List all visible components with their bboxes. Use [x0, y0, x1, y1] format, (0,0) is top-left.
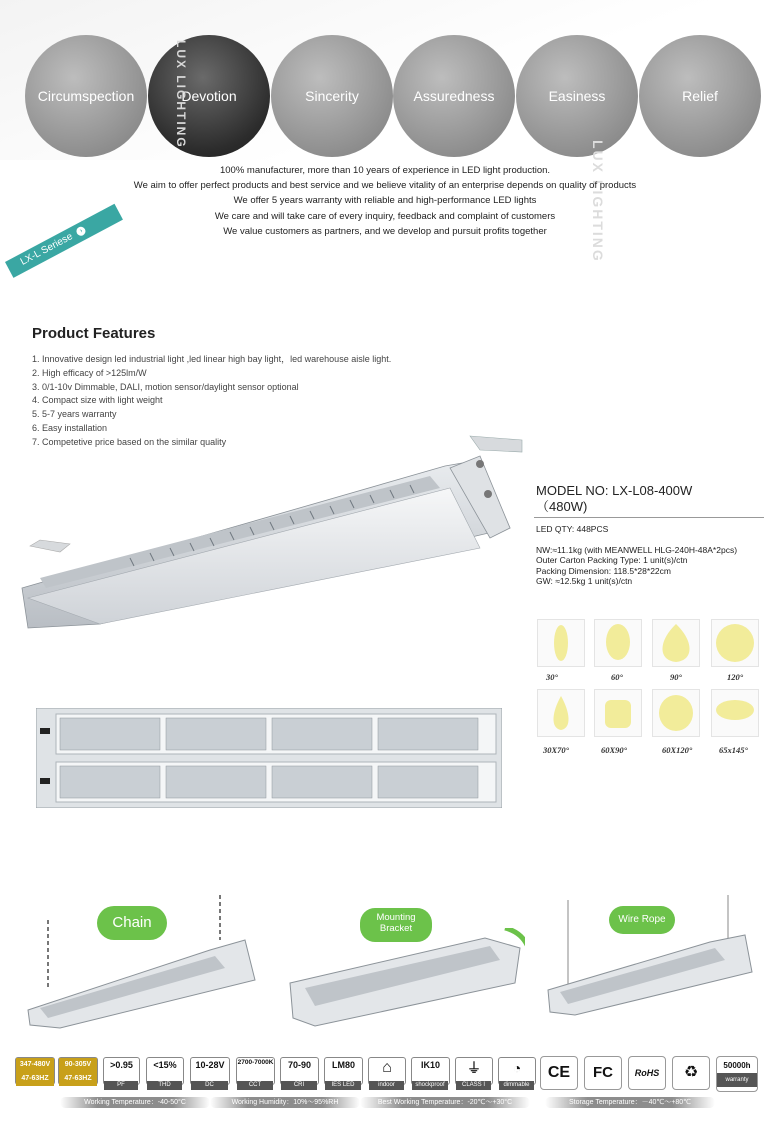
icon-label: IES LED [325, 1081, 361, 1090]
watermark-right: LUX LIGHTING [590, 140, 606, 263]
working-temperature: Working Temperature：-40-50°C [60, 1097, 210, 1108]
watermark-left: LUX LIGHTING [174, 40, 188, 149]
best-working-temperature: Best Working Temperature：-20℃～+30°C [360, 1097, 530, 1108]
beam-diagram-120 [711, 619, 759, 667]
intro-line: We care and will take care of every inquiry, feedback and complaint of customers [214, 210, 556, 222]
icon-value: IK10 [420, 1060, 440, 1070]
model-wattage: （480W) [536, 499, 588, 514]
value-circle-sincerity [271, 35, 393, 157]
feature-item: 6. Easy installation [32, 422, 108, 433]
feature-item: 7. Competetive price based on the similar quality [32, 436, 227, 447]
product-image-front [36, 708, 502, 808]
icon-label: dimmable [499, 1081, 534, 1090]
beam-label: 120° [727, 672, 744, 682]
beam-diagram-60x120 [652, 689, 700, 737]
input-voltage-1-icon [15, 1057, 55, 1085]
icon-value: 90-305V [59, 1058, 97, 1072]
value-label: Sincerity [305, 88, 359, 104]
house-icon: ⌂ [382, 1059, 392, 1076]
fc-icon: FC [584, 1056, 622, 1090]
bubble-line: Mounting [376, 912, 416, 923]
beam-diagram-65x145 [711, 689, 759, 737]
value-label: Easiness [548, 88, 606, 104]
icon-label: 47-63HZ [16, 1072, 54, 1086]
value-label: Devotion [181, 88, 237, 104]
feature-item: 4. Compact size with light weight [32, 395, 163, 406]
packing-type: Outer Carton Packing Type: 1 unit(s)/ctn [536, 555, 688, 565]
beam-diagram-30x70 [537, 689, 585, 737]
dimmer-icon: ◔ [512, 1060, 522, 1076]
features-title: Product Features [32, 325, 156, 342]
icon-value: 2700-7000K [237, 1059, 274, 1066]
beam-label: 65x145° [719, 745, 748, 755]
company-intro [0, 163, 770, 239]
beam-diagram-30 [537, 619, 585, 667]
input-voltage-2-icon [58, 1057, 98, 1085]
icon-label: DC [191, 1081, 228, 1090]
value-circle-assuredness [393, 35, 515, 157]
ground-icon: ⏚ [467, 1060, 481, 1076]
net-weight: NW:≈11.1kg (with MEANWELL HLG-240H-48A*2pcs) [536, 544, 738, 555]
value-circle-relief [639, 35, 761, 157]
feature-item: 3. 0/1-10v Dimmable, DALI, motion sensor/daylight sensor optional [32, 381, 299, 392]
icon-value: >0.95 [110, 1060, 133, 1070]
feature-item: 2. High efficacy of >125lm/W [32, 367, 147, 378]
warranty-hours: 50000h [723, 1061, 751, 1070]
icon-value: 70-90 [287, 1060, 312, 1070]
icon-label: PF [104, 1081, 138, 1090]
icon-label: CRI [281, 1081, 317, 1090]
icon-label: indoor [369, 1081, 404, 1090]
icon-label: 47-63HZ [59, 1072, 97, 1086]
beam-label: 90° [670, 672, 682, 682]
intro-line: 100% manufacturer, more than 10 years of experience in LED light production. [219, 165, 551, 176]
icon-label: CCT [237, 1081, 273, 1090]
icon-label: shockproof [412, 1081, 448, 1090]
value-circle-easiness [516, 35, 638, 157]
warranty-icon [716, 1056, 758, 1092]
value-label: Relief [682, 88, 718, 104]
wire-rope-bubble: Wire Rope [609, 906, 675, 934]
ce-icon: CE [540, 1056, 578, 1090]
value-label: Circumspection [37, 88, 135, 104]
beam-label: 60X90° [601, 745, 628, 755]
weee-icon: ♻ [672, 1056, 710, 1090]
beam-label: 30° [546, 672, 558, 682]
packing-dimension: Packing Dimension: 118.5*28*22cm [536, 565, 671, 576]
feature-item: 1. Innovative design led industrial light ,led linear high bay light，led warehouse aisle light. [32, 354, 392, 364]
beam-label: 60X120° [662, 745, 693, 755]
spec-panel [534, 483, 764, 587]
bracket-mount-image [285, 928, 525, 1028]
bracket-bubble [360, 908, 432, 942]
gross-weight: GW: ≈12.5kg 1 unit(s)/ctn [536, 576, 633, 586]
led-qty: LED QTY: 448PCS [536, 524, 609, 534]
icon-label: warranty [717, 1073, 757, 1087]
icon-label: CLASS I [456, 1081, 491, 1090]
feature-item: 5. 5-7 years warranty [32, 409, 117, 420]
beam-label: 30X70° [543, 745, 570, 755]
icon-value: LM80 [331, 1060, 355, 1070]
beam-diagram-90 [652, 619, 700, 667]
icon-value: <15% [153, 1060, 177, 1070]
storage-temperature: Storage Temperature：－40℃～+80℃ [545, 1097, 715, 1108]
product-image-perspective [10, 428, 530, 638]
rohs-icon: RoHS [628, 1056, 666, 1090]
icon-value: 347-480V [16, 1058, 54, 1072]
intro-line: We aim to offer perfect products and best service and we believe vitality of an enterprise depends on quality of products [133, 180, 637, 192]
working-humidity: Working Humidity：10%～95%RH [210, 1097, 360, 1108]
icon-label: THD [147, 1081, 182, 1090]
beam-label: 60° [611, 672, 623, 682]
intro-line: We offer 5 years warranty with reliable and high-performance LED lights [233, 195, 537, 207]
model-number [534, 483, 764, 518]
model-line: MODEL NO: LX-L08-400W [536, 483, 693, 498]
arrow-icon: › [75, 225, 87, 237]
icon-value: 10-28V [195, 1060, 225, 1070]
bubble-line: Bracket [379, 923, 413, 934]
beam-diagram-60 [594, 619, 642, 667]
intro-line: We value customers as partners, and we develop and pursuit profits together [223, 225, 547, 237]
value-label: Assuredness [413, 88, 495, 104]
value-circle-devotion [148, 35, 270, 157]
beam-diagram-60x90 [594, 689, 642, 737]
series-label: LX-L Seriese [18, 231, 75, 268]
value-circle-circumspection [25, 35, 147, 157]
chain-bubble: Chain [97, 906, 167, 940]
